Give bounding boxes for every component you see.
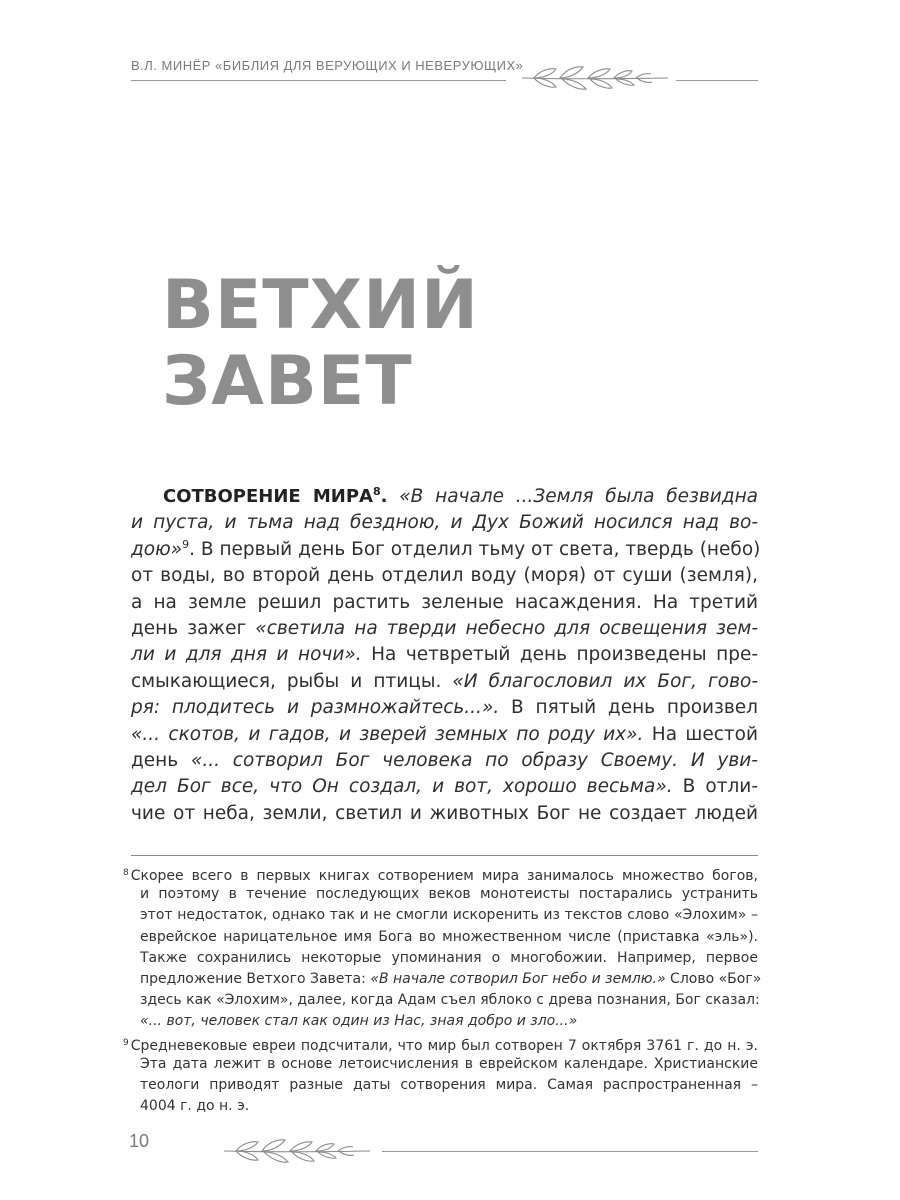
body-line: дел Бог все, что Он создал, и вот, хорошо весьма». В отли- xyxy=(131,776,758,798)
footnote-9: $^9$ Средневековые евреи подсчитали, что мир был сотворен 7 октября 3761 г. до н. э. xyxy=(123,1037,758,1054)
header-rule-left xyxy=(131,80,506,81)
footnote-line: и поэтому в течение последующих веков монотеисты постарались устранить xyxy=(140,886,758,903)
footnote-ref-9: 9 xyxy=(182,537,190,551)
body-quote: дел Бог все, что Он создал, и вот, хорошо весьма». xyxy=(131,776,673,798)
footnote-line: еврейское нарицательное имя Бога во множественном числе (приставка «эль»). xyxy=(140,928,758,945)
body-line: день «... сотворил Бог человека по образу Своему. И уви- xyxy=(131,749,758,771)
body-line: дою»$^9$. В первый день Бог отделил тьму от света, твердь (небо) xyxy=(131,537,761,560)
leaf-branch-icon xyxy=(520,62,670,98)
leaf-branch-icon xyxy=(222,1134,372,1170)
footnote-ref-8: 8 xyxy=(372,485,381,498)
chapter-title xyxy=(162,268,479,420)
footnote-line: предложение Ветхого Завета: «В начале сотворил Бог небо и землю.» Слово «Бог» xyxy=(140,970,762,987)
body-quote: «светила на тверди небесно для освещения зем- xyxy=(255,617,758,639)
footer-rule xyxy=(382,1151,758,1152)
body-quote: «И благословил их Бог, гово- xyxy=(452,670,758,692)
header-rule-right xyxy=(676,80,758,81)
body-quote: дою» xyxy=(131,538,183,560)
body-line: «... скотов, и гадов, и зверей земных по роду их». На шестой xyxy=(131,723,759,745)
footnote-mark-8: 8 xyxy=(123,868,129,878)
footnote-separator xyxy=(131,855,758,856)
body-quote: ли и для дня и ночи». xyxy=(131,644,362,666)
footnote-line: теологи приводят разные даты сотворения мира. Самая распространенная – xyxy=(140,1076,758,1093)
body-line xyxy=(131,510,758,536)
body-paragraph xyxy=(131,484,761,827)
footnote-line: Также сохранились некоторые упоминания о многобожии. Например, первое xyxy=(140,949,758,966)
footnotes xyxy=(123,863,762,1117)
footnote-line xyxy=(131,1011,758,1032)
page-number: 10 xyxy=(129,1131,150,1151)
body-line xyxy=(131,484,758,510)
body-line: от воды, во второй день отделил воду (моря) от суши (земля), xyxy=(131,565,758,587)
footnote-line: этот недостаток, однако так и не смогли искоренить из текстов слово «Элохим» – xyxy=(140,907,758,924)
chapter-title-line-2: ЗАВЕТ xyxy=(162,342,413,421)
footnote-mark-9: 9 xyxy=(123,1037,129,1048)
footnote-8: $^8$ Скорее всего в первых книгах сотворением мира занималось множество богов, xyxy=(123,868,758,884)
body-line: ли и для дня и ночи». На четвретый день произведены пре- xyxy=(131,644,758,666)
section-heading: СОТВОРЕНИЕ МИРА$^8$. xyxy=(163,485,388,507)
footnote-line: 4004 г. до н. э. xyxy=(140,1098,250,1115)
body-line: ря: плодитесь и размножайтесь...». В пятый день произвел xyxy=(131,697,758,719)
footnote-line: здесь как «Элохим», далее, когда Адам съел яблоко с древа познания, Бог сказал: xyxy=(140,992,760,1009)
body-line: чие от неба, земли, светил и животных Бог не создает людей xyxy=(131,802,758,824)
body-quote: ря: плодитесь и размножайтесь...». xyxy=(131,697,500,719)
body-line: день зажег «светила на тверди небесно для освещения зем- xyxy=(131,617,758,639)
body-quote: «В начале ...Земля была безвидна xyxy=(399,486,758,507)
body-quote: «... сотворил Бог человека по образу Своему. И уви- xyxy=(190,749,758,771)
body-line: а на земле решил растить зеленые насаждения. На третий xyxy=(131,591,758,613)
footnote-quote: «... вот, человек стал как один из Нас, зная добро и зло...» xyxy=(140,1013,578,1030)
footnote-quote: «В начале сотворил Бог небо и землю.» xyxy=(370,970,666,987)
body-quote: и пуста, и тьма над бездною, и Дух Божий носился над во- xyxy=(131,512,758,534)
body-quote: «... скотов, и гадов, и зверей земных по роду их». xyxy=(131,723,644,745)
body-line: смыкающиеся, рыбы и птицы. «И благословил их Бог, гово- xyxy=(131,670,758,692)
running-head: В.Л. МИНЁР «БИБЛИЯ ДЛЯ ВЕРУЮЩИХ И НЕВЕРУЮЩИХ» xyxy=(131,58,524,73)
chapter-title-line-1: ВЕТХИЙ xyxy=(162,266,479,345)
footnote-line: Эта дата лежит в основе летоисчисления в еврейском календаре. Христианские xyxy=(140,1055,758,1072)
